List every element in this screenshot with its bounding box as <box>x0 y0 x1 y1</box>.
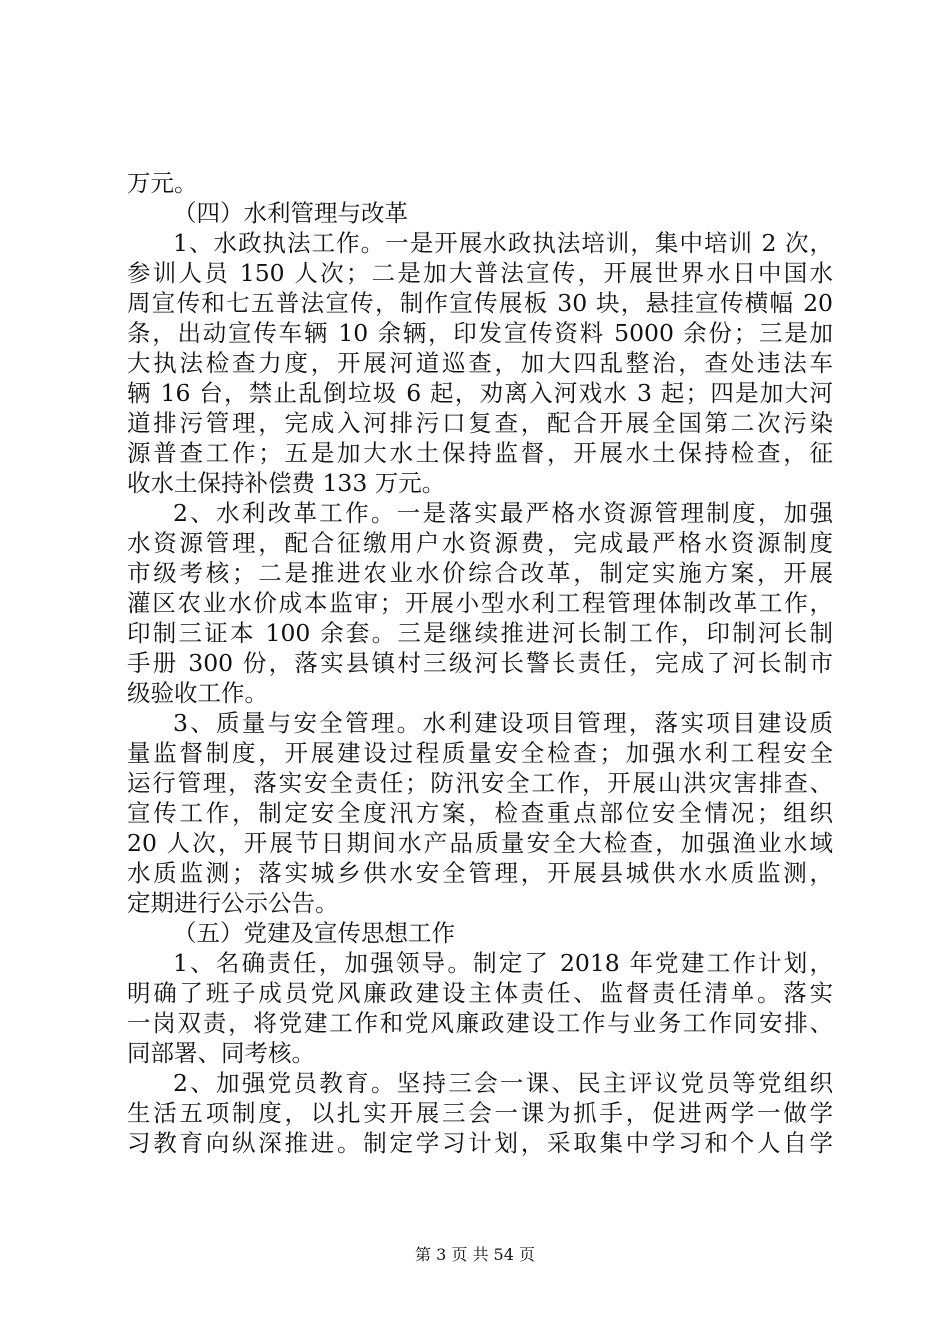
text-line: 大执法检查力度，开展河道巡查，加大四乱整治，查处违法车 <box>127 349 833 377</box>
text-line: （四）水利管理与改革 <box>173 199 408 227</box>
text-line: 印制三证本 100 余套。三是继续推进河长制工作，印制河长制 <box>127 619 833 647</box>
text-line: 水质监测；落实城乡供水安全管理，开展县城供水水质监测， <box>127 859 833 887</box>
text-line: 市级考核；二是推进农业水价综合改革，制定实施方案，开展 <box>127 559 833 587</box>
text-line: 万元。 <box>127 169 198 197</box>
text-line: 灌区农业水价成本监审；开展小型水利工程管理体制改革工作， <box>127 589 833 617</box>
text-line: 同部署、同考核。 <box>127 1039 315 1067</box>
text-line: 20 人次，开展节日期间水产品质量安全大检查，加强渔业水域 <box>127 829 833 857</box>
text-line: 2、加强党员教育。坚持三会一课、民主评议党员等党组织 <box>173 1069 833 1097</box>
document-body <box>127 168 833 1158</box>
text-line: 水资源管理，配合征缴用户水资源费，完成最严格水资源制度 <box>127 529 833 557</box>
text-line: 1、水政执法工作。一是开展水政执法培训，集中培训 2 次， <box>173 229 833 257</box>
text-line: 级验收工作。 <box>127 679 268 707</box>
text-line: 定期进行公示公告。 <box>127 889 339 917</box>
page-footer: 第 3 页 共 54 页 <box>415 1245 535 1264</box>
text-line: 辆 16 台，禁止乱倒垃圾 6 起，劝离入河戏水 3 起；四是加大河 <box>127 379 833 407</box>
text-line: 生活五项制度，以扎实开展三会一课为抓手，促进两学一做学 <box>127 1099 833 1127</box>
text-line: 宣传工作，制定安全度汛方案，检查重点部位安全情况；组织 <box>127 799 833 827</box>
text-line: 收水土保持补偿费 133 万元。 <box>127 469 446 497</box>
text-line: 习教育向纵深推进。制定学习计划，采取集中学习和个人自学 <box>127 1129 833 1157</box>
text-line: 周宣传和七五普法宣传，制作宣传展板 30 块，悬挂宣传横幅 20 <box>127 289 833 317</box>
text-line: 源普查工作；五是加大水土保持监督，开展水土保持检查，征 <box>127 439 833 467</box>
text-line: （五）党建及宣传思想工作 <box>173 919 455 947</box>
text-line: 运行管理，落实安全责任；防汛安全工作，开展山洪灾害排查、 <box>127 769 833 797</box>
text-line: 参训人员 150 人次；二是加大普法宣传，开展世界水日中国水 <box>127 259 833 287</box>
text-line: 1、名确责任，加强领导。制定了 2018 年党建工作计划， <box>173 949 833 977</box>
text-line: 3、质量与安全管理。水利建设项目管理，落实项目建设质 <box>173 709 833 737</box>
text-line: 2、水利改革工作。一是落实最严格水资源管理制度，加强 <box>173 499 833 527</box>
text-line: 条，出动宣传车辆 10 余辆，印发宣传资料 5000 余份；三是加 <box>127 319 833 347</box>
text-line: 手册 300 份，落实县镇村三级河长警长责任，完成了河长制市 <box>127 649 833 677</box>
text-line: 量监督制度，开展建设过程质量安全检查；加强水利工程安全 <box>127 739 833 767</box>
text-line: 道排污管理，完成入河排污口复查，配合开展全国第二次污染 <box>127 409 833 437</box>
text-line: 明确了班子成员党风廉政建设主体责任、监督责任清单。落实 <box>127 979 833 1007</box>
text-line: 一岗双责，将党建工作和党风廉政建设工作与业务工作同安排、 <box>127 1009 833 1037</box>
